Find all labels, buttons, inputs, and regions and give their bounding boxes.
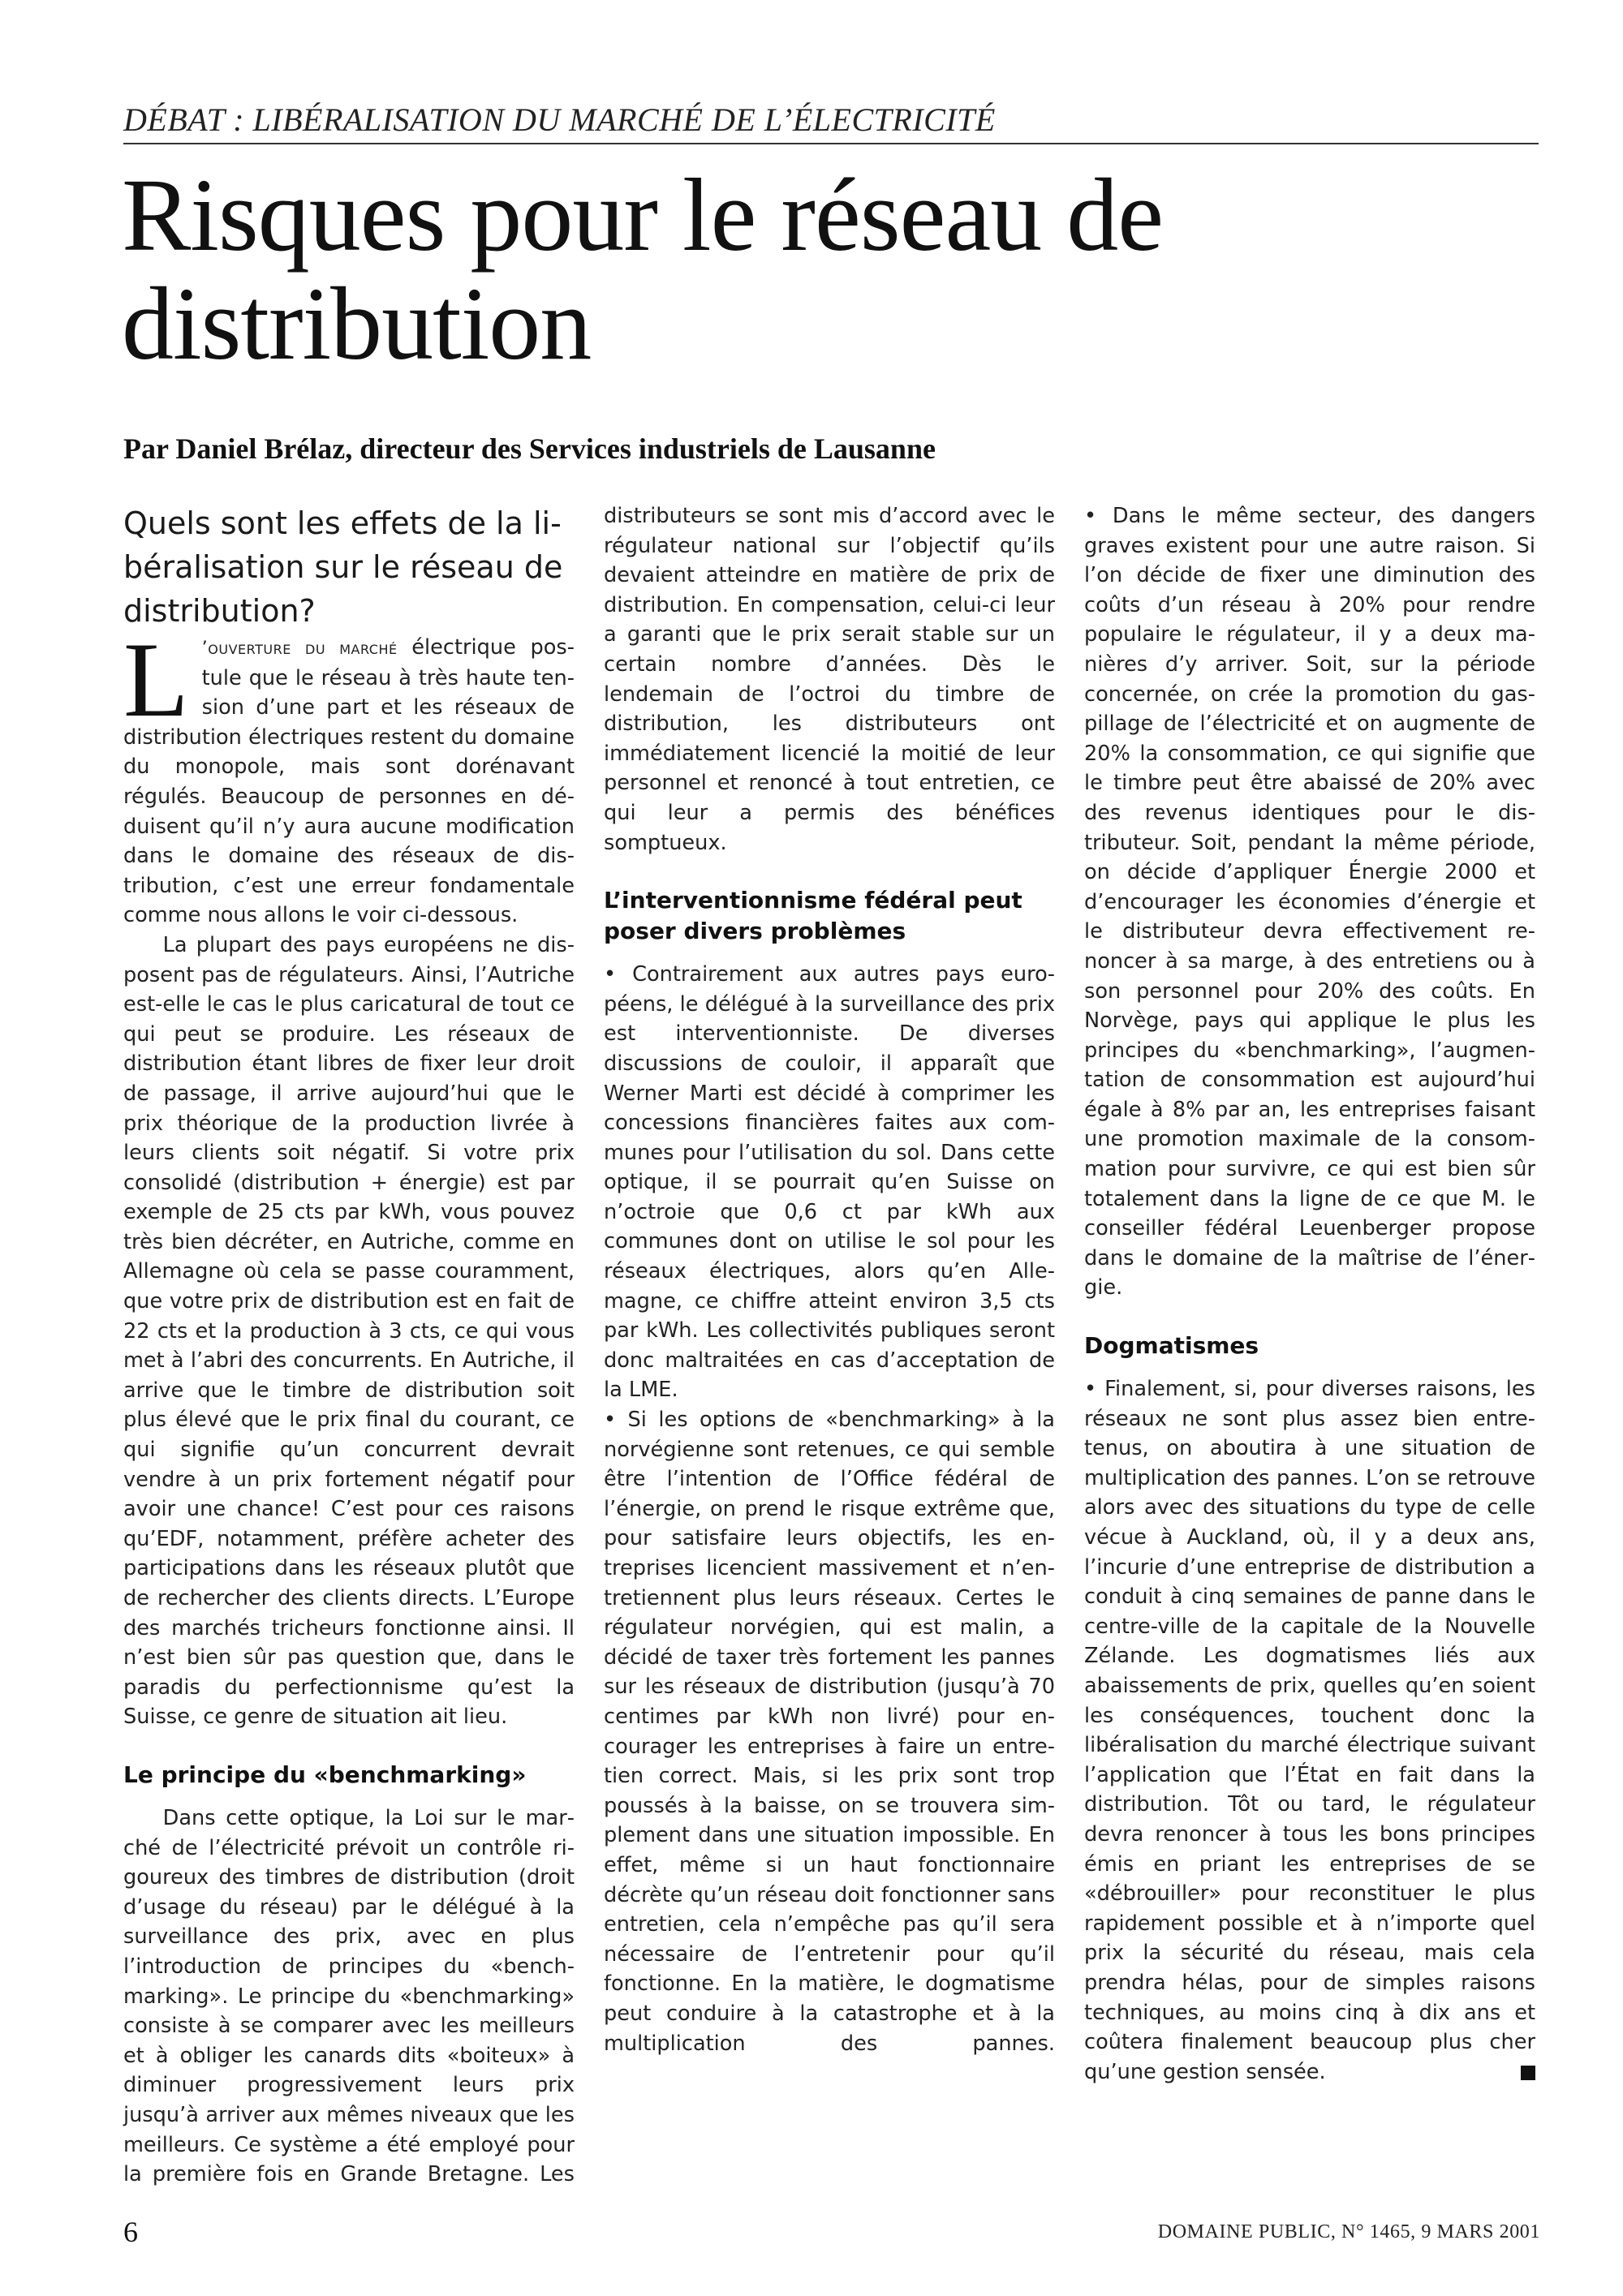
subheading-benchmarking: Le principe du «benchmarking»	[123, 1761, 527, 1788]
article-title: Risques pour le réseau de distribution	[122, 157, 1164, 381]
column-2	[604, 501, 1055, 2189]
bullet-paragraph: • Dans le même secteur, des dangers graves existent pour une autre raison. Si l’on décide de fixer une diminution des coûts d’un réseau à 20% pour rendre populaire le régulateur, il y a deux manières d’y arriver. Soit, sur la période concernée, on crée la promotion du gaspillage de l’électricité et on augmente de 20% la consommation, ce qui signifie que le timbre peut être abaissé de 20% avec des revenus identiques pour le distributeur. Soit, pendant la même période, on décide d’appliquer Énergie 2000 et d’encourager les économies d’énergie et le distributeur devra effectivement renoncer à sa marge, à des entretiens ou à son personnel pour 20% des coûts. En Norvège, pays qui applique le plus les principes du «benchmarking», l’augmentation de consommation est aujourd’hui égale à 8% par an, les entreprises faisant une promotion maximale de la consommation pour survivre, ce qui est bien sûr totalement dans la ligne de ce que M. le conseiller fédéral Leuenberger propose dans le domaine de la maîtrise de l’énergie.	[1084, 504, 1535, 1301]
byline: Par Daniel Brélaz, directeur des Services industriels de Lausanne	[123, 432, 936, 465]
drop-cap: L	[123, 620, 189, 739]
end-of-article-mark	[1521, 2066, 1535, 2080]
paragraph: La plupart des pays européens ne disposent pas de régulateurs. Ainsi, l’Autriche est-elle le cas le plus caricatural de tout ce qui peut se produire. Les réseaux de distribution étant libres de fixer leur droit de passage, il arrive aujourd’hui que le prix théorique de la production livrée à leurs clients soit négatif. Si votre prix consolidé (distribution + énergie) est par exemple de 25 cts par kWh, vous pouvez très bien décréter, en Autriche, comme en Allemagne où cela se passe couramment, que votre prix de distribution est en fait de 22 cts et la production à 3 cts, ce qui vous met à l’abri des concurrents. En Autriche, il arrive que le timbre de distribution soit plus élevé que le prix final du courant, ce qui signifie qu’un concurrent devrait vendre à un prix fortement négatif pour avoir une chance! C’est pour ces raisons qu’EDF, notamment, préfère acheter des participations dans les réseaux plutôt que de rechercher des clients directs. L’Europe des marchés tricheurs fonctionne ainsi. Il n’est bien sûr pas question que, dans le paradis du perfectionnisme qu’est la Suisse, ce genre de situation ait lieu.	[123, 932, 575, 1730]
page-number: 6	[123, 2216, 138, 2248]
bullet-paragraph-final	[1084, 1374, 1535, 2087]
paragraph-flow-2: distributeurs se sont mis d’accord avec le régulateur national sur l’objectif qu’ils devaient atteindre en matière de prix de distribution. En compensation, celui-ci leur a garanti que le prix serait stable sur un certain nombre d’années. Dès le lendemain de l’octroi du timbre de distribution, les distributeurs ont immédiatement licencié la moitié de leur personnel et renoncé à tout entretien, ce qui leur a permis des bénéfices somptueux.	[604, 504, 1055, 855]
opening-paragraph	[123, 620, 575, 931]
header-rule	[123, 143, 1539, 144]
section-kicker: DÉBAT : LIBÉRALISATION DU MARCHÉ DE L’ÉLECTRICITÉ	[123, 101, 996, 138]
paragraph-text: • Finalement, si, pour diverses raisons, les réseaux ne sont plus assez bien entretenus, on aboutira à une situation de multiplication des pannes. L’on se retrouve alors avec des situations du type de celle vécue à Auckland, où, il y a deux ans, l’incurie d’une entreprise de distribution a conduit à cinq semaines de panne dans le centre-ville de la capitale de la Nouvelle Zélande. Les dogmatismes liés aux abaissements de prix, quelles qu’en soient les conséquences, touchent donc la libéralisation du marché électrique suivant l’application que l’État en fait dans la distribution. Tôt ou tard, le régulateur devra renoncer à tous les bons principes émis en priant les entreprises de se «débrouiller» pour reconstituer le plus rapidement possible et à n’importe quel prix la sécurité du réseau, mais cela prendra hélas, pour de simples raisons techniques, au moins cinq à dix ans et coûtera finalement beaucoup plus cher qu’une gestion sensée.	[1084, 1377, 1535, 2084]
publication-info: DOMAINE PUBLIC, N° 1465, 9 MARS 2001	[1157, 2221, 1540, 2242]
lede-question: Quels sont les effets de la libéralisation sur le réseau de distribution?	[123, 505, 563, 629]
column-3	[1084, 501, 1535, 2189]
subheading-interventionnisme: L’interventionnisme fédéral peut poser divers problèmes	[604, 887, 1022, 945]
paragraph-flow-1: Dans cette optique, la Loi sur le marché de l’électricité prévoit un contrôle rigoureux des timbres de distribution (droit d’usage du réseau) par le délégué à la surveillance des prix, avec en plus l’introduction de principes du «benchmarking». Le principe du «benchmarking» consiste à se comparer avec les meilleurs et à obliger les canards dits «boiteux» à diminuer progressivement leurs prix jusqu’à arriver aux mêmes niveaux que les meilleurs. Ce système a été employé pour la première fois en Grande Bretagne. Les	[123, 1805, 575, 2187]
column-1	[123, 501, 575, 2189]
bullet-paragraph-flow-1: • Si les options de «benchmarking» à la norvégienne sont retenues, ce qui semble être l’intention de l’Office fédéral de l’énergie, on prend le risque extrême que, pour satisfaire leurs objectifs, les entreprises licencient massivement et n’entretiennent plus leurs réseaux. Certes le régulateur norvégien, qui est malin, a décidé de taxer très fortement les pannes sur les réseaux de distribution (jusqu’à 70 centimes par kWh non livré) pour encourager les entreprises à faire un entretien correct. Mais, si les prix sont trop poussés à la baisse, on se trouvera simplement dans une situation impossible. En effet, même si un haut fonctionnaire décrète qu’un réseau doit fonctionner sans entretien, cela n’empêche pas qu’il sera nécessaire de l’entretenir pour qu’il fonctionne. En la matière, le dogmatisme peut conduire à la catastrophe et à la multiplication des pannes.	[604, 1408, 1055, 2056]
bullet-paragraph: • Contrairement aux autres pays européens, le délégué à la surveillance des prix est interventionniste. De diverses discussions de couloir, il apparaît que Werner Marti est décidé à comprimer les concessions financières faites aux communes pour l’utilisation du sol. Dans cette optique, il se pourrait qu’en Suisse on n’octroie que 0,6 ct par kWh aux communes dont on utilise le sol pour les réseaux électriques, alors qu’en Allemagne, ce chiffre atteint environ 3,5 cts par kWh. Les collectivités publiques seront donc maltraitées en cas d’acceptation de la LME.	[604, 962, 1055, 1403]
opening-smallcaps: ’ouverture du marché	[201, 638, 398, 659]
paragraph-text: électrique postule que le réseau à très haute tension d’une part et les réseaux de distribution électriques restent du domaine du monopole, mais sont dorénavant régulés. Beaucoup de personnes en déduisent qu’il n’y aura aucune modification dans le domaine des réseaux de distribution, c’est une erreur fondamentale comme nous allons le voir ci-dessous.	[123, 635, 575, 928]
subheading-dogmatismes: Dogmatismes	[1084, 1332, 1259, 1360]
